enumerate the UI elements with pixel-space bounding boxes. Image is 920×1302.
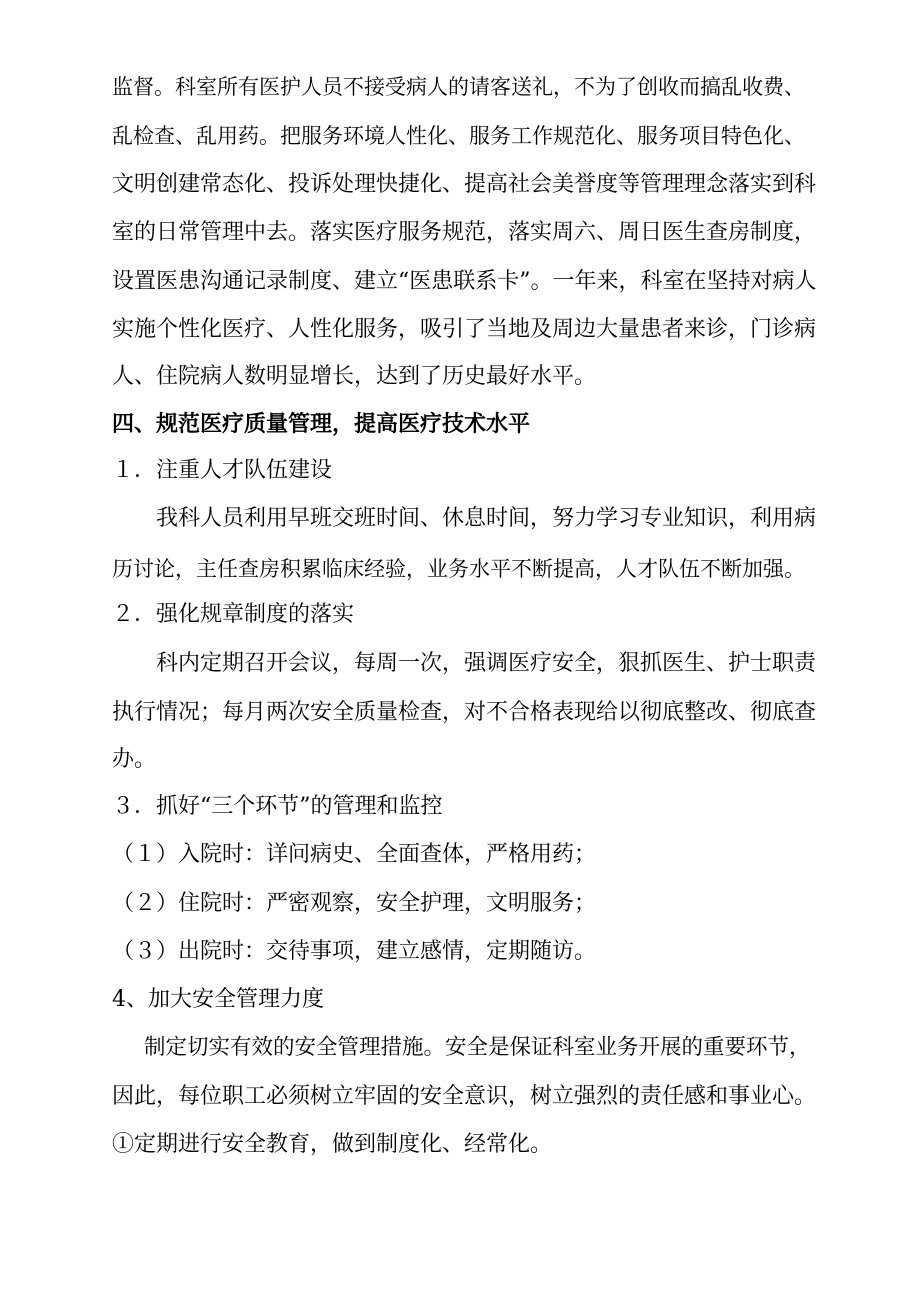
subheading-1: １．注重人才队伍建设	[112, 458, 333, 483]
body-text-line-6: 实施个性化医疗、人性化服务，吸引了当地及周边大量患者来诊，门诊病	[112, 317, 817, 342]
list-item-2: （２）住院时：严密观察，安全护理，文明服务；	[112, 891, 597, 916]
paragraph-1-line-1: 我科人员利用早班交班时间、休息时间，努力学习专业知识，利用病	[156, 506, 817, 531]
section-heading: 四、规范医疗质量管理，提高医疗技术水平	[112, 412, 531, 437]
body-text-line-3: 文明创建常态化、投诉处理快捷化、提高社会美誉度等管理理念落实到科	[112, 172, 817, 197]
subheading-4: 4、加大安全管理力度	[112, 987, 324, 1012]
body-text-line-4: 室的日常管理中去。落实医疗服务规范，落实周六、周日医生查房制度，	[112, 220, 817, 245]
subheading-2: ２．强化规章制度的落实	[112, 602, 355, 627]
body-text-line-7: 人、住院病人数明显增长，达到了历史最好水平。	[112, 364, 597, 389]
paragraph-3-line-2: 因此，每位职工必须树立牢固的安全意识，树立强烈的责任感和事业心。	[112, 1084, 817, 1109]
body-text-line-2: 乱检查、乱用药。把服务环境人性化、服务工作规范化、服务项目特色化、	[112, 124, 805, 148]
body-text-line-5: 设置医患沟通记录制度、建立“医患联系卡”。一年来，科室在坚持对病人	[112, 269, 817, 294]
paragraph-2-line-2: 执行情况；每月两次安全质量检查，对不合格表现给以彻底整改、彻底查	[112, 700, 817, 725]
list-item-3: （３）出院时：交待事项，建立感情，定期随访。	[112, 939, 597, 964]
paragraph-2-line-3: 办。	[112, 747, 157, 772]
list-item-1: （１）入院时：详问病史、全面查体，严格用药；	[112, 842, 597, 867]
paragraph-2-line-1: 科内定期召开会议，每周一次，强调医疗安全，狠抓医生、护士职责	[156, 651, 817, 676]
paragraph-3-line-3: ①定期进行安全教育，做到制度化、经常化。	[112, 1132, 553, 1157]
paragraph-1-line-2: 历讨论，主任查房积累临床经验，业务水平不断提高，人才队伍不断加强。	[112, 557, 805, 581]
subheading-3: ３．抓好“三个环节”的管理和监控	[112, 794, 443, 819]
body-text-line-1: 监督。科室所有医护人员不接受病人的请客送礼，不为了创收而搞乱收费、	[112, 75, 805, 99]
paragraph-3-line-1: 制定切实有效的安全管理措施。安全是保证科室业务开展的重要环节，	[144, 1035, 811, 1060]
